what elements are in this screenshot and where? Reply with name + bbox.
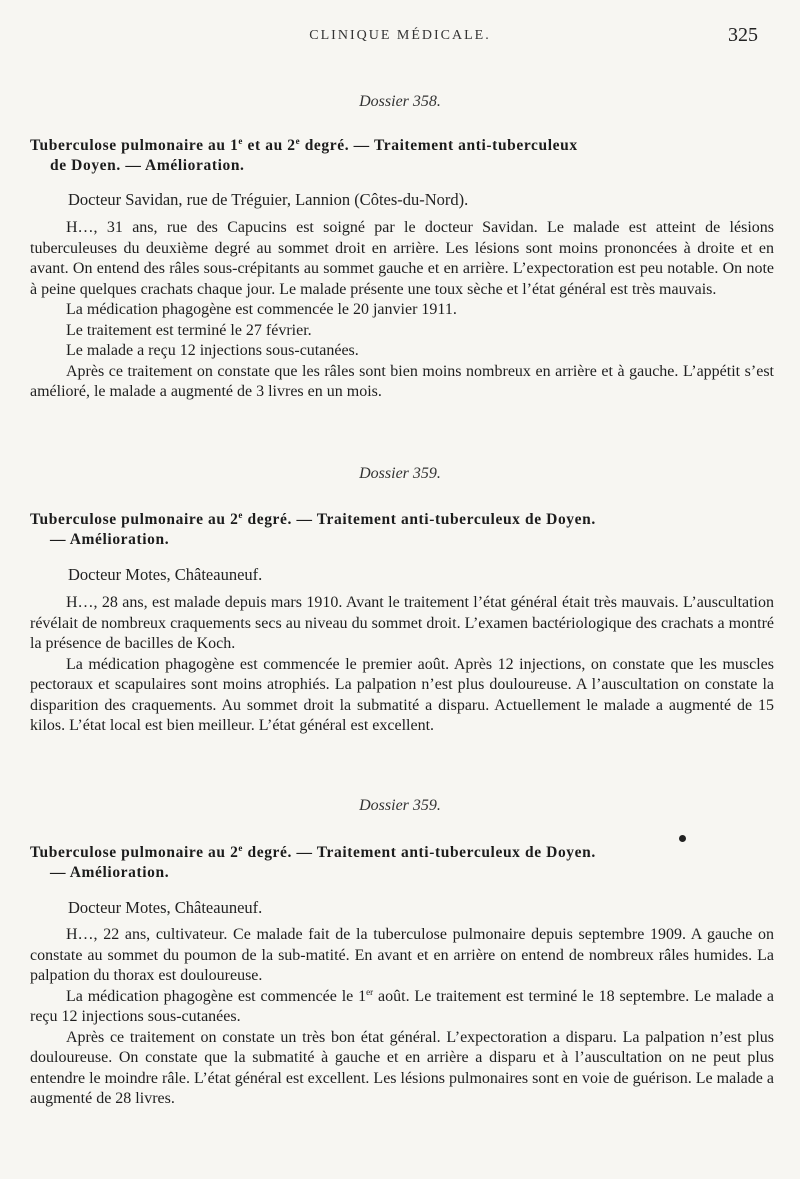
ink-speck: [679, 835, 686, 842]
dossier-heading-359b: Dossier 359.: [359, 797, 441, 814]
case-paragraph: Après ce traitement on constate un très bon état général. L’expectoration a disparu. La palpation n’est plus douloureuse. On constate que la submatité à gauche et en arrière a disparu et à l’auscultation on ne peut plus entendre le moindre râle. L’état général est excellent. Les lésions pulmonaires sont en voie de guérison. Le malade a augmenté de 28 livres.: [30, 1028, 774, 1107]
case-paragraph: Le traitement est terminé le 27 février.: [66, 321, 312, 339]
case-paragraph: H…, 22 ans, cultivateur. Ce malade fait de la tuberculose pulmonaire depuis septembre 1909. A gauche on constate au sommet du poumon de la sub-matité. En avant et en arrière on entend de nombreux râles humides. La palpation du thorax est douloureuse.: [30, 926, 774, 984]
case-body-359a: [30, 593, 774, 737]
case-paragraph: H…, 28 ans, est malade depuis mars 1910. Avant le traitement l’état général était très mauvais. L’auscultation révélait de nombreux craquements secs au niveau du sommet droit. L’examen bactériologique des crachats a montré la présence de bacilles de Koch.: [30, 594, 774, 652]
doctor-line-358: Docteur Savidan, rue de Tréguier, Lannion (Côtes-du-Nord).: [68, 190, 469, 209]
case-paragraph: H…, 31 ans, rue des Capucins est soigné par le docteur Savidan. Le malade est atteint de lésions tuberculeuses du deuxième degré au sommet droit en arrière. Les lésions sont moins prononcées à droite et en avant. On entend des râles sous-crépitants au sommet gauche et en arrière. L’expectoration est peu notable. On note à peine quelques crachats chaque jour. Le malade présente une toux sèche et l’état général est très mauvais.: [30, 219, 774, 298]
case-paragraph: La médication phagogène est commencée le 1er août. Le traitement est terminé le 18 septembre. Le malade a reçu 12 injections sous-cutanées.: [30, 986, 775, 1025]
case-title-358: Tuberculose pulmonaire au 1e et au 2e degré. — Traitement anti-tuberculeux de Doyen. — Amélioration.: [30, 136, 578, 174]
page-number: 325: [728, 24, 758, 46]
doctor-line-359b: Docteur Motes, Châteauneuf.: [68, 898, 263, 917]
case-paragraph: Le malade a reçu 12 injections sous-cutanées.: [66, 342, 359, 359]
case-paragraph: La médication phagogène est commencée le 20 janvier 1911.: [66, 301, 457, 318]
case-body-358: [30, 218, 774, 403]
case-title-359a: Tuberculose pulmonaire au 2e degré. — Traitement anti-tuberculeux de Doyen. — Amélioration.: [30, 510, 596, 548]
case-paragraph: La médication phagogène est commencée le premier août. Après 12 injections, on constate que les muscles pectoraux et scapulaires sont moins atrophiés. La palpation n’est plus douloureuse. A l’auscultation on constate la disparition des craquements. Au sommet droit la submatité a disparu. Actuellement le malade a augmenté de 15 kilos. L’état local est bien meilleur. L’état général est excellent.: [30, 655, 774, 734]
case-paragraph: Après ce traitement on constate que les râles sont bien moins nombreux en arrière et à gauche. L’appétit s’est amélioré, le malade a augmenté de 3 livres en un mois.: [30, 362, 774, 400]
case-body-359b: [30, 925, 774, 1110]
running-head: CLINIQUE MÉDICALE.: [309, 28, 491, 43]
doctor-line-359a: Docteur Motes, Châteauneuf.: [68, 565, 263, 584]
dossier-heading-359a: Dossier 359.: [359, 465, 441, 482]
case-title-359b: Tuberculose pulmonaire au 2e degré. — Traitement anti-tuberculeux de Doyen. — Amélioration.: [30, 843, 596, 881]
dossier-heading-358: Dossier 358.: [359, 93, 441, 110]
